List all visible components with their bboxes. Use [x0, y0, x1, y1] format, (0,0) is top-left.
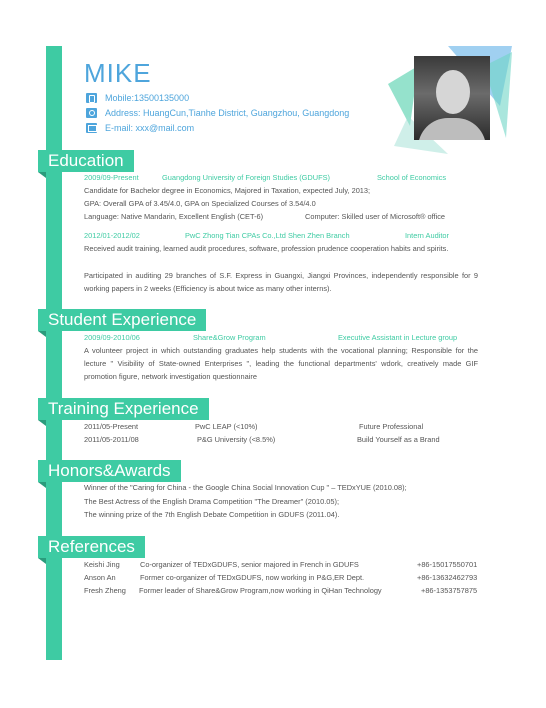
ref-2-name: Anson An	[84, 573, 116, 582]
honor-2: The Best Actress of the English Drama Competition "The Dreamer" (2010.05);	[84, 497, 339, 506]
edu1-date: 2009/09-Present	[84, 173, 139, 182]
edu1-language: Language: Native Mandarin, Excellent English (CET-6)	[84, 212, 264, 221]
training-row-1-desc: Future Professional	[359, 422, 424, 431]
ref-1-name: Keishi Jing	[84, 560, 120, 569]
section-student-experience-title: Student Experience	[38, 309, 206, 331]
photo-shoulders	[418, 118, 486, 140]
ref-1-phone: +86-15017550701	[417, 560, 478, 569]
edu1-line-1: Candidate for Bachelor degree in Economics, Majored in Taxation, expected July, 2013;	[84, 186, 371, 195]
contact-phone	[86, 91, 189, 105]
photo-face	[436, 70, 470, 114]
edu1-org: Guangdong University of Foreign Studies (GDUFS)	[162, 173, 331, 182]
contact-address	[86, 106, 349, 120]
training-row-2-name: P&G University (<8.5%)	[197, 435, 276, 444]
edu2-org: PwC Zhong Tian CPAs Co.,Ltd Shen Zhen Branch	[185, 231, 350, 240]
envelope-icon	[86, 123, 97, 133]
profile-photo-block	[388, 46, 512, 154]
section-references-title: References	[38, 536, 145, 558]
edu2-date: 2012/01-2012/02	[84, 231, 140, 240]
left-accent-bar	[46, 46, 62, 660]
training-row-2-date: 2011/05-2011/08	[84, 435, 139, 444]
ref-1-desc: Co-organizer of TEDxGDUFS, senior majored in French in GDUFS	[140, 560, 359, 569]
ref-3-name: Fresh Zheng	[84, 586, 126, 595]
section-honors-title: Honors&Awards	[38, 460, 181, 482]
training-row-1-date: 2011/05-Present	[84, 422, 139, 431]
phone-text: Mobile:13500135000	[105, 93, 190, 103]
candidate-name: MIKE	[84, 58, 152, 88]
student-paragraph: A volunteer project in which outstanding graduates help students with the vocational planning; Responsible for the lecture " Visibility of State-owned Enterprises ", leading the functional departments' wdork, creatively made GIF promotion figure, network investigation questionnaire	[84, 346, 478, 381]
training-row-1-name: PwC LEAP (<10%)	[195, 422, 258, 431]
contact-email	[86, 121, 194, 135]
student-date: 2009/09-2010/06	[84, 333, 140, 342]
edu1-role: School of Economics	[377, 173, 447, 182]
student-org: Share&Grow Program	[193, 333, 266, 342]
address-text: Address: HuangCun,Tianhe District, Guangzhou, Guangdong	[105, 108, 350, 118]
phone-icon	[86, 93, 97, 103]
edu1-computer: Computer: Skilled user of Microsoft® office	[305, 212, 446, 221]
email-text[interactable]: E-mail: xxx@mail.com	[105, 123, 195, 133]
section-education-title: Education	[38, 150, 134, 172]
honor-1: Winner of the "Caring for China - the Google China Social Innovation Cup " – TEDxYUE (2010.08);	[84, 483, 407, 492]
edu2-paragraph-2: Participated in auditing 29 branches of S.F. Express in Guangxi, Jiangxi Provinces, independently responsible for 9 working papers in 2 weeks (Efficiency is about twice as many other interns).	[84, 271, 478, 293]
ref-2-phone: +86-13632462793	[417, 573, 478, 582]
student-role: Executive Assistant in Lecture group	[338, 333, 458, 342]
ref-3-desc: Former leader of Share&Grow Program,now working in QiHan Technology	[139, 586, 382, 595]
location-pin-icon	[86, 108, 97, 118]
training-row-2-desc: Build Yourself as a Brand	[357, 435, 440, 444]
profile-photo	[414, 56, 490, 140]
edu1-line-2: GPA: Overall GPA of 3.45/4.0, GPA on Specialized Courses of 3.54/4.0	[84, 199, 316, 208]
edu2-paragraph-1: Received audit training, learned audit procedures, software, profession prudence cooperation habits and spirits.	[84, 244, 449, 253]
section-training-title: Training Experience	[38, 398, 209, 420]
edu2-role: Intern Auditor	[405, 231, 449, 240]
ref-3-phone: +86-1353757875	[421, 586, 478, 595]
ref-2-desc: Former co-organizer of TEDxGDUFS, now working in P&G,ER Dept.	[140, 573, 365, 582]
honor-3: The winning prize of the 7th English Debate Competition in GDUFS (2011.04).	[84, 510, 340, 519]
